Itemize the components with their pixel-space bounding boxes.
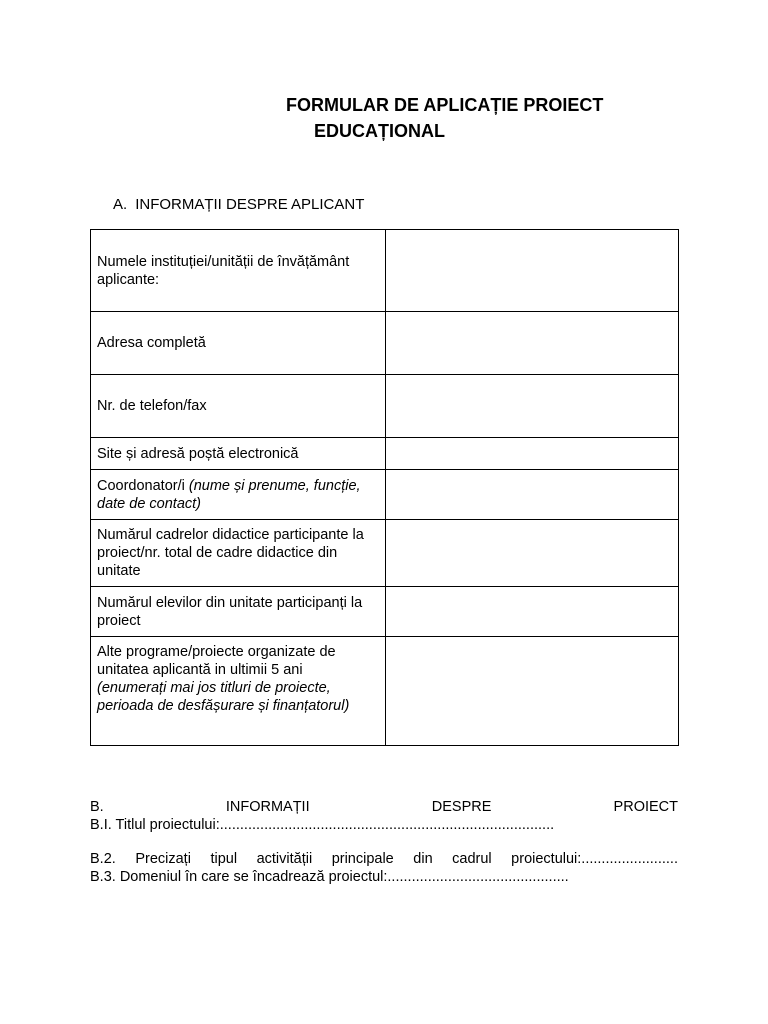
activity-word: tipul (210, 851, 238, 867)
table-row (91, 637, 679, 746)
project-title-line: B.I. Titlul proiectului:................................................................................... (90, 817, 555, 833)
row-label-text: Adresa completă (97, 335, 206, 351)
row-label-text: Numele instituției/unității de învățământ aplicante: (97, 253, 350, 288)
row-label (91, 520, 386, 587)
row-value-cell[interactable] (386, 520, 679, 587)
table-row (91, 312, 679, 375)
activity-word: proiectului:........................ (511, 851, 678, 867)
activity-word: B.2. (90, 851, 116, 867)
row-label (91, 587, 386, 637)
section-b-details (90, 850, 678, 886)
row-value-cell[interactable] (386, 587, 679, 637)
row-value-cell[interactable] (386, 637, 679, 746)
row-value-cell[interactable] (386, 230, 679, 312)
row-label (91, 230, 386, 312)
row-label-hint: (enumerați mai jos titluri de proiecte, perioada de desfășurare și finanțatorul) (97, 680, 350, 714)
section-b-word: B. (90, 799, 104, 815)
row-label-hint: (nume și prenume, funcție, date de contact) (97, 477, 361, 512)
table-row (91, 375, 679, 438)
table-row (91, 470, 679, 520)
activity-word: Precizați (135, 851, 191, 867)
table-row (91, 230, 679, 312)
row-label (91, 470, 386, 520)
section-b-word: INFORMAȚII (225, 799, 310, 815)
activity-type-line (90, 850, 678, 868)
row-label (91, 637, 386, 746)
section-b-word: DESPRE (431, 799, 492, 815)
row-label (91, 312, 386, 375)
row-label-text: Nr. de telefon/fax (97, 398, 207, 414)
section-a-letter: A. (113, 196, 128, 213)
row-label-text: Alte programe/proiecte organizate de unitatea aplicantă in ultimii 5 ani (97, 644, 336, 678)
row-value-cell[interactable] (386, 470, 679, 520)
row-label (91, 438, 386, 470)
activity-word: principale (331, 851, 394, 867)
table-row (91, 587, 679, 637)
row-label-text: Numărul cadrelor didactice participante la proiect/nr. total de cadre didactice din unitate (97, 527, 364, 579)
row-value-cell[interactable] (386, 438, 679, 470)
section-a-title: INFORMAȚII DESPRE APLICANT (135, 196, 365, 213)
section-a-heading (113, 196, 364, 213)
project-domain-line: B.3. Domeniul în care se încadrează proiectul:............................................. (90, 869, 569, 885)
section-b-heading (90, 798, 678, 834)
section-b-word: PROIECT (613, 799, 678, 815)
document-title (0, 92, 768, 144)
activity-word: din (413, 851, 433, 867)
row-label-text: Numărul elevilor din unitate participanți la proiect (97, 594, 363, 629)
applicant-info-table (90, 229, 679, 746)
row-value-cell[interactable] (386, 375, 679, 438)
row-label-text: Coordonator/i (97, 477, 185, 494)
activity-word: cadrul (452, 851, 492, 867)
row-value-cell[interactable] (386, 312, 679, 375)
table-row (91, 438, 679, 470)
row-label-text: Site și adresă poștă electronică (97, 445, 299, 462)
title-line-1: FORMULAR DE APLICAȚIE PROIECT (286, 95, 604, 115)
activity-word: activității (256, 851, 313, 867)
title-line-2: EDUCAȚIONAL (314, 121, 445, 141)
row-label (91, 375, 386, 438)
table-row (91, 520, 679, 587)
